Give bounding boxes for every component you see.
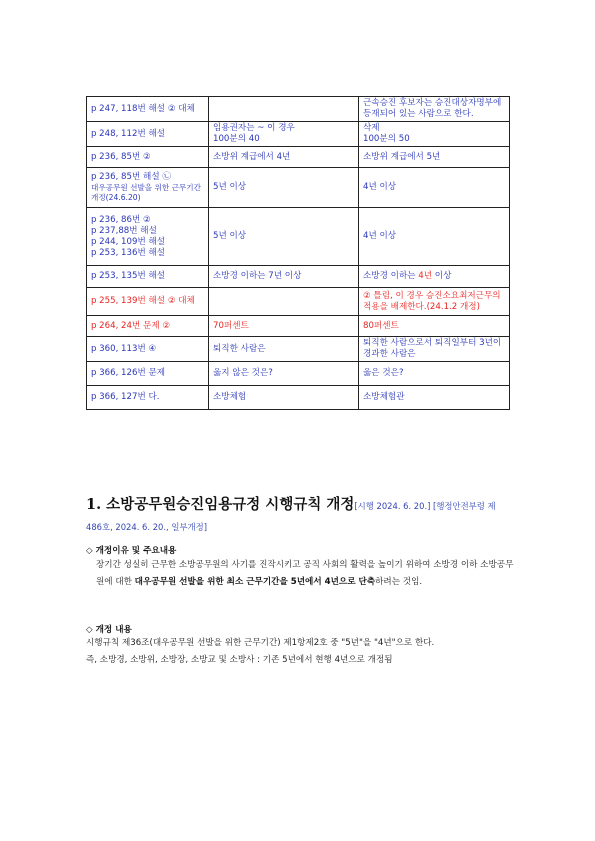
reason-heading: ◇ 개정이유 및 주요내용 [86, 546, 177, 556]
cell-text: 소방체험관 [363, 392, 405, 402]
cell-text: 소방체험 [213, 392, 247, 402]
cell-after [359, 316, 510, 337]
cell-before [209, 362, 359, 386]
cell-text: 소방경 이하는 7년 이상 [213, 271, 302, 281]
cell-text: p 247, 118번 해설 ② 대체 [91, 103, 195, 114]
cell-text: p 255, 139번 해설 ② 대체 [91, 296, 195, 306]
cell-after [359, 208, 510, 266]
cell-text-part: 소방경 이하는 [363, 271, 419, 281]
cell-text: ② 틀림, 이 경우 승진소요최저근무의 적용을 배제한다.(24.1.2 개정) [363, 290, 501, 312]
cell-text: p 236, 86번 ② [91, 214, 151, 225]
cell-text: 근속승진 후보자는 승진대상자명부에 등재되어 있는 사람으로 한다. [363, 98, 502, 119]
table-row [87, 122, 510, 147]
section-heading [86, 493, 514, 533]
cell-before [209, 288, 359, 316]
table-row [87, 168, 510, 208]
table-row [87, 288, 510, 316]
cell-page-ref [87, 168, 209, 208]
cell-text: 소방위 계급에서 4년 [213, 151, 291, 162]
section-ref-line1: [시행 2024. 6. 20.] [행정안전부령 제 [354, 501, 496, 511]
reason-text-plain: 장기간 성실히 근무한 소방공무원의 사기를 진작시키고 공직 사회의 활력을 높이기 위하여 소방경 이하 소방공무원에 대한 [96, 560, 514, 587]
cell-after [359, 168, 510, 208]
cell-before [209, 147, 359, 168]
table-row [87, 208, 510, 266]
cell-text: 5년 이상 [213, 231, 247, 241]
cell-after [359, 386, 510, 410]
highlight-text: 4년 [418, 271, 433, 281]
cell-text: 임용권자는 ~ 이 경우 [213, 123, 295, 133]
cell-page-ref [87, 362, 209, 386]
reason-text-end: 하려는 것임. [375, 577, 423, 587]
cell-before [209, 316, 359, 337]
cell-text: 100분의 50 [363, 134, 410, 144]
cell-text: p 244, 109번 해설 [91, 236, 166, 247]
cell-before [209, 168, 359, 208]
cell-note: 대우공무원 선발을 위한 근무기간 개정(24.6.20) [91, 183, 201, 202]
cell-text: 70퍼센트 [213, 320, 249, 331]
cell-text: 삭제 [363, 123, 380, 133]
cell-page-ref [87, 266, 209, 288]
cell-page-ref [87, 147, 209, 168]
cell-text: 퇴직한 사람으로서 퇴직일부터 3년이 경과한 사람은 [363, 338, 502, 359]
reason-text-bold: 대우공무원 선발을 위한 최소 근무기간을 5년에서 4년으로 단축 [134, 577, 376, 587]
content-heading: ◇ 개정 내용 [86, 625, 132, 635]
cell-text: 5년 이상 [213, 182, 247, 192]
cell-text: p 366, 127번 다. [91, 392, 160, 402]
cell-before [209, 122, 359, 147]
table-row [87, 362, 510, 386]
cell-text: p 253, 136번 해설 [91, 247, 166, 258]
section-title: 1. 소방공무원승진임용규정 시행규칙 개정 [86, 496, 355, 513]
cell-before [209, 386, 359, 410]
cell-page-ref [87, 337, 209, 362]
cell-page-ref [87, 288, 209, 316]
cell-text: 80퍼센트 [363, 320, 399, 331]
cell-after [359, 362, 510, 386]
cell-after [359, 97, 510, 122]
cell-after [359, 147, 510, 168]
table-row [87, 386, 510, 410]
cell-text: 4년 이상 [363, 182, 397, 192]
cell-text: 소방위 계급에서 5년 [363, 151, 441, 162]
cell-text [363, 271, 506, 282]
table-row [87, 337, 510, 362]
content-line1: 시행규칙 제36조(대우공무원 선발을 위한 근무기간) 제1항제2호 중 "5년"을 "4년"으로 한다. [86, 638, 435, 648]
cell-text: p 253, 135번 해설 [91, 271, 166, 281]
section-ref-line2: 486호, 2024. 6. 20., 일부개정] [86, 522, 207, 532]
cell-text: p 366, 126번 문제 [91, 368, 166, 378]
cell-text: 100분의 40 [213, 134, 260, 144]
cell-after [359, 266, 510, 288]
table-row [87, 147, 510, 168]
cell-after [359, 337, 510, 362]
cell-after [359, 288, 510, 316]
cell-text: 퇴직한 사람은 [213, 343, 266, 354]
content-line2: 즉, 소방경, 소방위, 소방장, 소방교 및 소방사 : 기존 5년에서 현행 4년으로 개정됨 [86, 655, 393, 665]
cell-before [209, 208, 359, 266]
cell-page-ref [87, 316, 209, 337]
table-row [87, 266, 510, 288]
cell-page-ref [87, 208, 209, 266]
cell-text: p 236, 85번 ② [91, 151, 151, 162]
cell-text: p 360, 113번 ④ [91, 343, 157, 354]
cell-text: 옳은 것은? [363, 368, 404, 378]
reason-text [86, 557, 514, 591]
cell-text-part: 이상 [432, 271, 452, 281]
cell-page-ref [87, 97, 209, 122]
cell-before [209, 266, 359, 288]
cell-page-ref [87, 386, 209, 410]
cell-before [209, 97, 359, 122]
cell-after [359, 122, 510, 147]
cell-before [209, 337, 359, 362]
cell-text: 옳지 않은 것은? [213, 368, 273, 378]
content-text [86, 635, 514, 669]
cell-text: p 236, 85번 해설 ㉡ [91, 172, 171, 182]
errata-table [86, 96, 510, 410]
cell-text: p 264, 24번 문제 ② [91, 320, 171, 331]
cell-text: p 248, 112번 해설 [91, 128, 166, 139]
cell-page-ref [87, 122, 209, 147]
cell-text: 4년 이상 [363, 231, 397, 241]
cell-text: p 237,88번 해설 [91, 225, 157, 236]
table-row [87, 97, 510, 122]
table-row [87, 316, 510, 337]
